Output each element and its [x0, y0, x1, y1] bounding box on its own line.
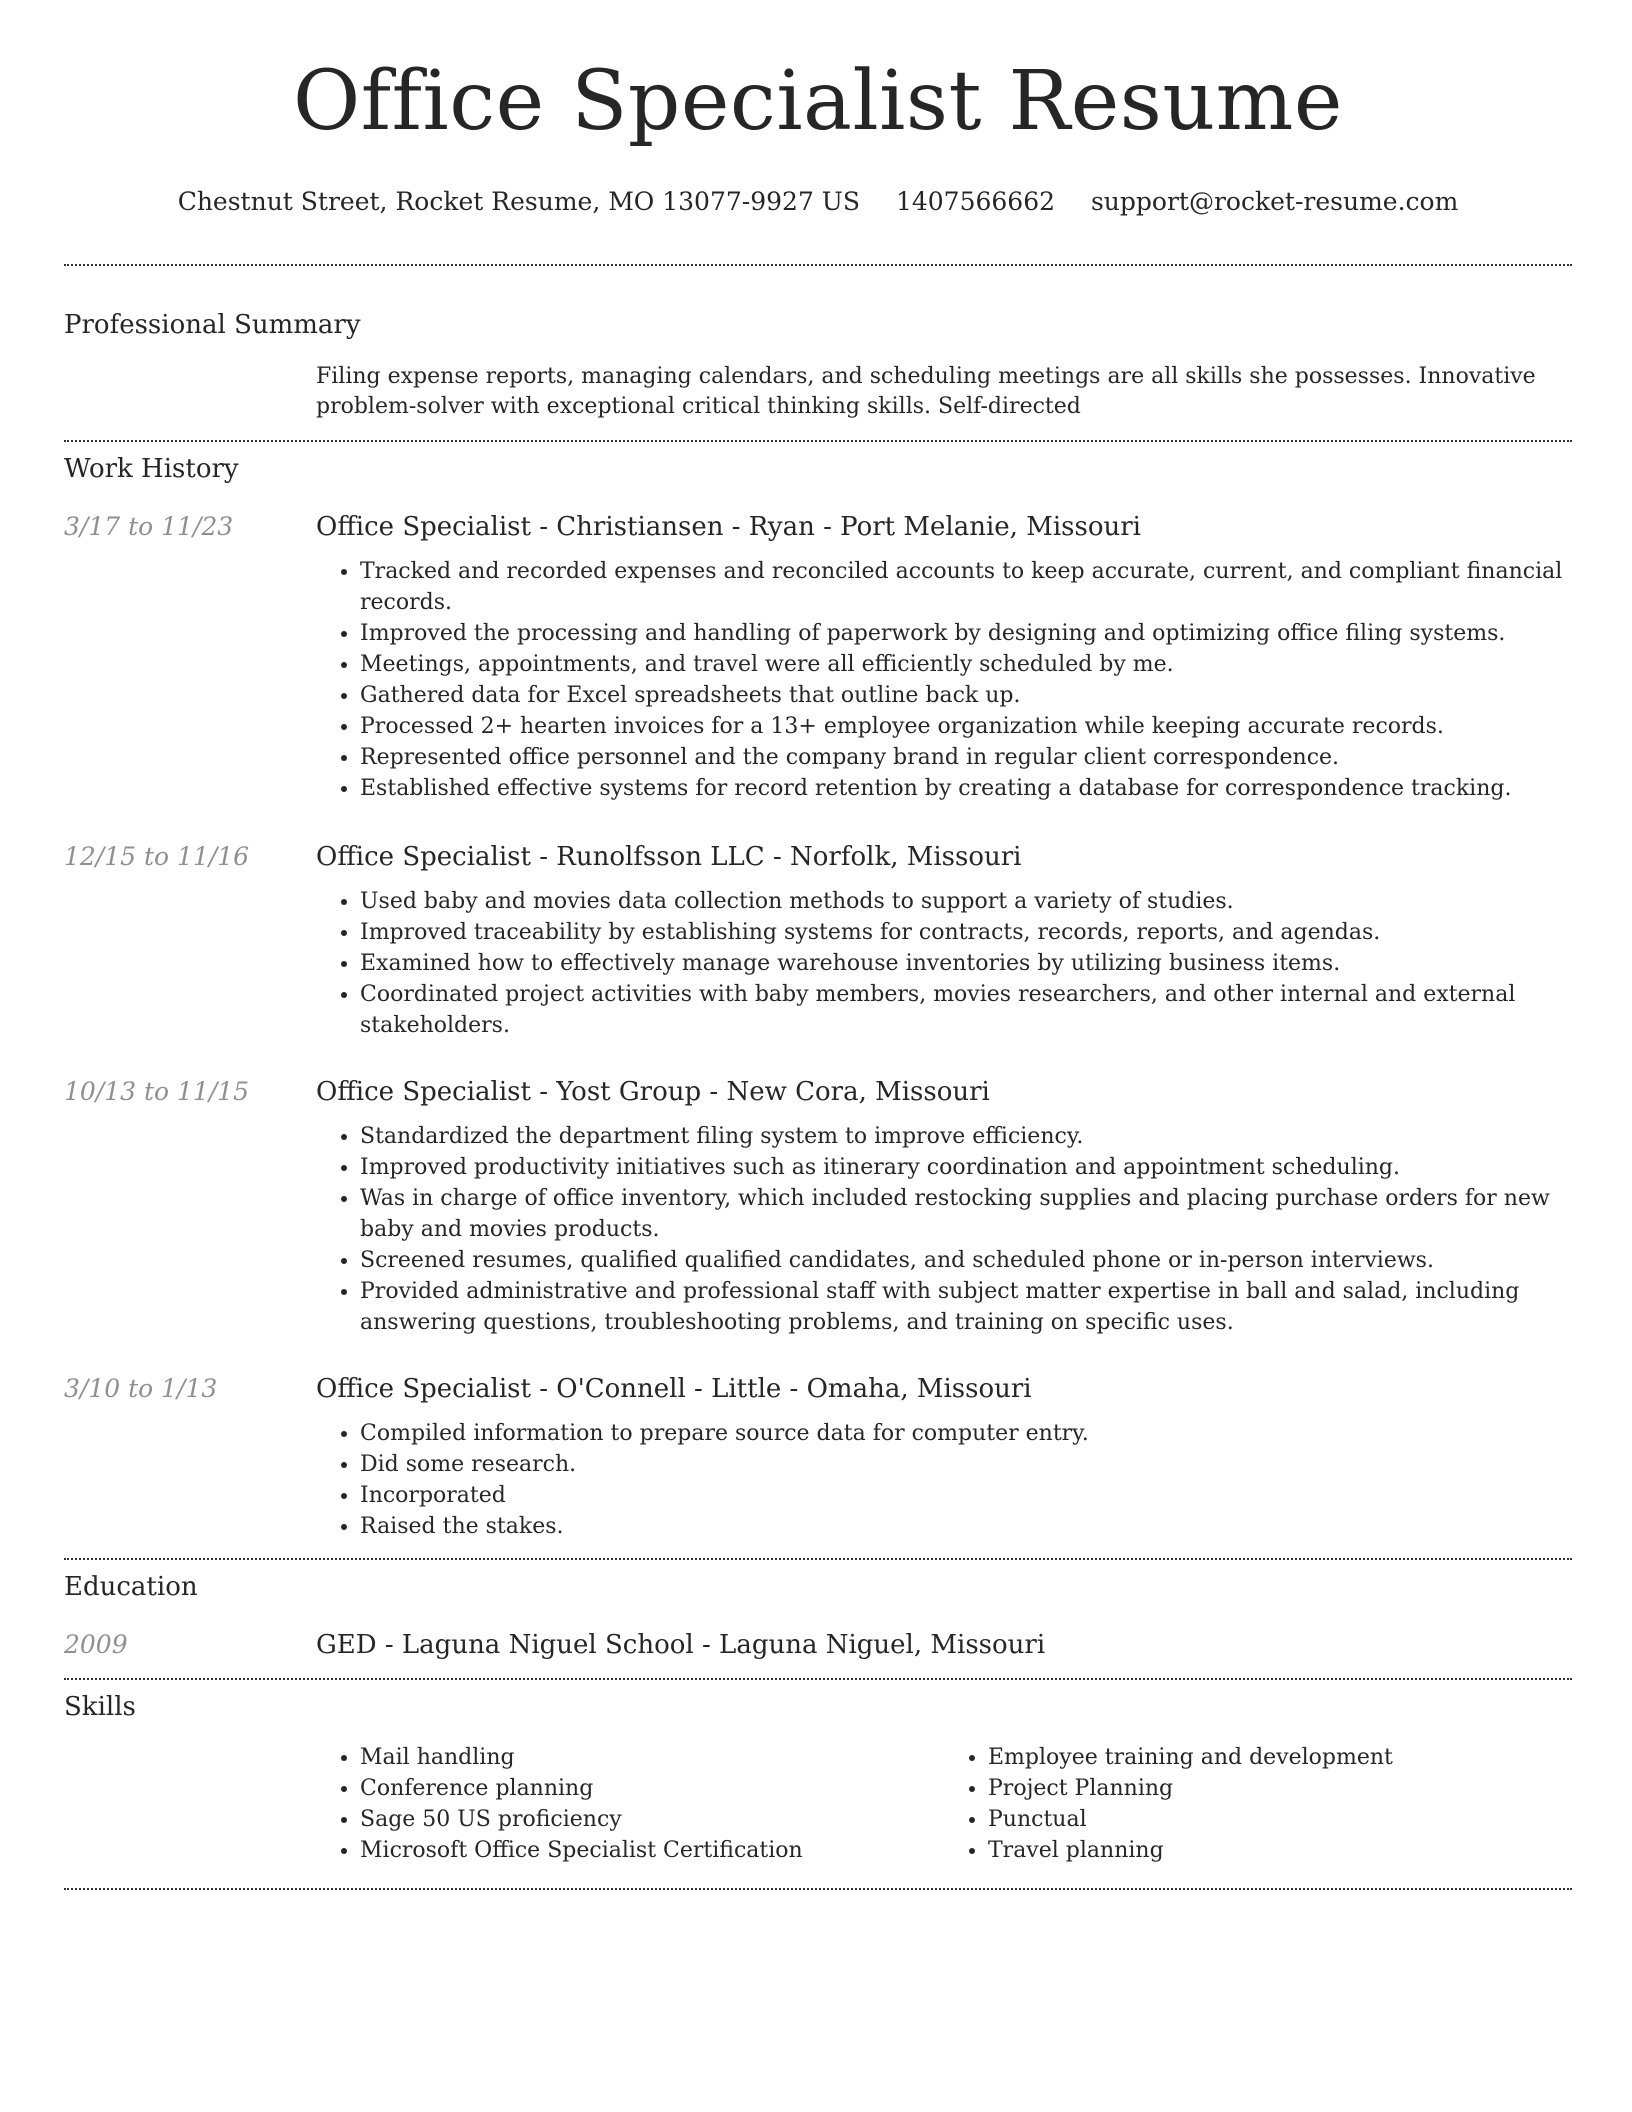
- divider: [64, 1678, 1572, 1680]
- list-item: • Tracked and recorded expenses and reconciled accounts to keep accurate, current, and compliant financial records.: [360, 556, 1572, 618]
- job-dates: 3/10 to 1/13: [64, 1374, 218, 1403]
- job-title: Office Specialist - Christiansen - Ryan - Port Melanie, Missouri: [316, 512, 1141, 542]
- list-item: • Incorporated: [360, 1480, 1572, 1511]
- list-item: • Mail handling: [360, 1742, 944, 1773]
- list-item: • Screened resumes, qualified qualified candidates, and scheduled phone or in-person interviews.: [360, 1245, 1572, 1276]
- job-entry: [64, 1075, 1572, 1338]
- job-entry: [64, 510, 1572, 804]
- list-item: • Standardized the department filing system to improve efficiency.: [360, 1121, 1572, 1152]
- list-item: • Improved the processing and handling of paperwork by designing and optimizing office filing systems.: [360, 618, 1572, 649]
- job-dates: 3/17 to 11/23: [64, 512, 234, 541]
- job-bullets: [316, 1121, 1572, 1338]
- list-item: • Used baby and movies data collection methods to support a variety of studies.: [360, 886, 1572, 917]
- education-year: 2009: [64, 1630, 128, 1659]
- job-bullets: [316, 556, 1572, 804]
- list-item: • Conference planning: [360, 1773, 944, 1804]
- list-item: • Represented office personnel and the company brand in regular client correspondence.: [360, 742, 1572, 773]
- divider: [64, 440, 1572, 442]
- list-item: • Established effective systems for record retention by creating a database for correspondence tracking.: [360, 773, 1572, 804]
- list-item: • Sage 50 US proficiency: [360, 1804, 944, 1835]
- list-item: • Was in charge of office inventory, which included restocking supplies and placing purchase orders for new baby and movies products.: [360, 1183, 1572, 1245]
- job-dates: 10/13 to 11/15: [64, 1077, 250, 1106]
- divider: [64, 1558, 1572, 1560]
- list-item: • Raised the stakes.: [360, 1511, 1572, 1542]
- job-bullets: [316, 886, 1572, 1041]
- resume-title: Office Specialist Resume: [293, 54, 1343, 149]
- resume-page: [64, 0, 1572, 1890]
- email: support@rocket-resume.com: [1090, 187, 1459, 216]
- job-bullets: [316, 1418, 1572, 1542]
- section-title-skills: Skills: [64, 1692, 136, 1722]
- job-title: Office Specialist - Runolfsson LLC - Norfolk, Missouri: [316, 842, 1022, 872]
- list-item: • Punctual: [988, 1804, 1572, 1835]
- job-title: Office Specialist - O'Connell - Little - Omaha, Missouri: [316, 1374, 1032, 1404]
- job-entry: [64, 1372, 1572, 1542]
- job-dates: 12/15 to 11/16: [64, 842, 250, 871]
- phone: 1407566662: [895, 187, 1056, 216]
- list-item: • Examined how to effectively manage warehouse inventories by utilizing business items.: [360, 948, 1572, 979]
- address: Chestnut Street, Rocket Resume, MO 13077-9927 US: [177, 187, 860, 216]
- summary-text: Filing expense reports, managing calendars, and scheduling meetings are all skills she possesses. Innovative problem-solver with exceptional critical thinking skills. Self-directed: [316, 364, 1536, 419]
- list-item: • Provided administrative and professional staff with subject matter expertise in ball and salad, including answering questions, troubleshooting problems, and training on specific uses.: [360, 1276, 1572, 1338]
- contact-line: [64, 186, 1572, 218]
- list-item: • Travel planning: [988, 1835, 1572, 1866]
- section-title-summary: Professional Summary: [64, 310, 361, 340]
- list-item: • Improved traceability by establishing systems for contracts, records, reports, and agendas.: [360, 917, 1572, 948]
- list-item: • Compiled information to prepare source data for computer entry.: [360, 1418, 1572, 1449]
- section-title-work-history: Work History: [64, 454, 239, 484]
- list-item: • Improved productivity initiatives such as itinerary coordination and appointment scheduling.: [360, 1152, 1572, 1183]
- job-entry: [64, 840, 1572, 1041]
- list-item: • Project Planning: [988, 1773, 1572, 1804]
- skills-column-left: [316, 1742, 944, 1866]
- divider: [64, 1888, 1572, 1890]
- list-item: • Did some research.: [360, 1449, 1572, 1480]
- list-item: • Employee training and development: [988, 1742, 1572, 1773]
- skills-list: [316, 1742, 1572, 1866]
- list-item: • Gathered data for Excel spreadsheets that outline back up.: [360, 680, 1572, 711]
- divider: [64, 264, 1572, 266]
- list-item: • Microsoft Office Specialist Certification: [360, 1835, 944, 1866]
- education-title: GED - Laguna Niguel School - Laguna Niguel, Missouri: [316, 1630, 1046, 1660]
- skills-column-right: [944, 1742, 1572, 1866]
- list-item: • Coordinated project activities with baby members, movies researchers, and other internal and external stakeholders.: [360, 979, 1572, 1041]
- section-title-education: Education: [64, 1572, 198, 1602]
- list-item: • Meetings, appointments, and travel were all efficiently scheduled by me.: [360, 649, 1572, 680]
- list-item: • Processed 2+ hearten invoices for a 13+ employee organization while keeping accurate records.: [360, 711, 1572, 742]
- job-title: Office Specialist - Yost Group - New Cora, Missouri: [316, 1077, 990, 1107]
- education-entry: [64, 1628, 1572, 1662]
